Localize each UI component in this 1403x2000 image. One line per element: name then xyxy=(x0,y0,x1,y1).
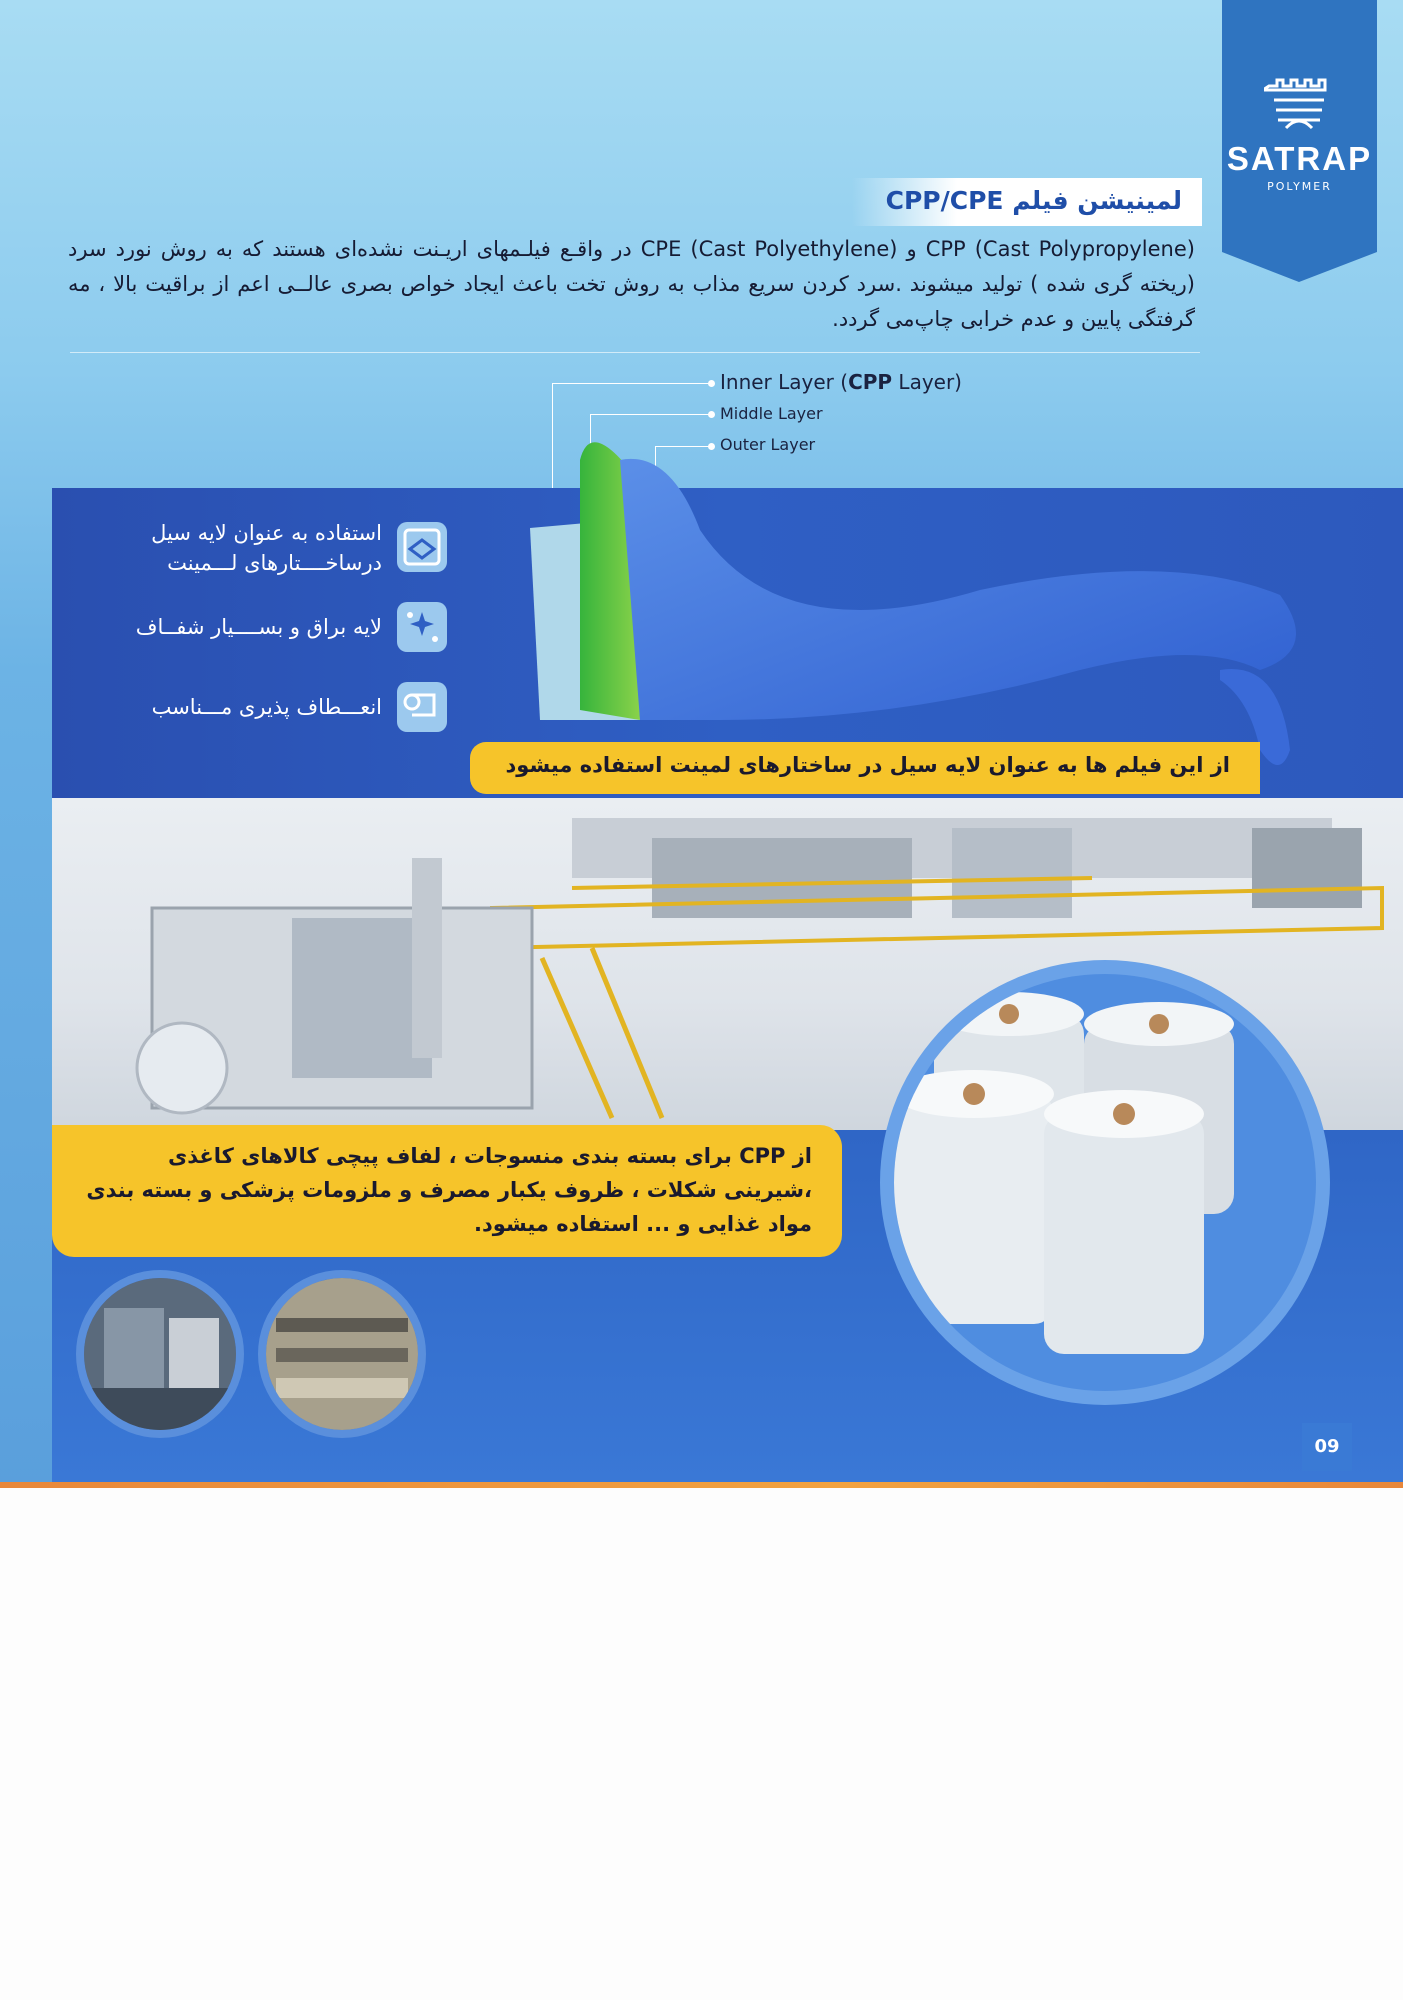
middle-layer-label: Middle Layer xyxy=(720,404,823,423)
feature-item xyxy=(52,598,452,658)
feature-item xyxy=(52,678,452,738)
band-caption-bar xyxy=(470,742,1260,794)
outer-layer-label: Outer Layer xyxy=(720,435,816,454)
logo-subtitle: POLYMER xyxy=(1267,180,1332,193)
feature-item xyxy=(52,518,452,578)
usage-text: از CPP برای بسته بندی منسوجات ، لفاف پیچی کالاهای کاغذی ،شیرینی شکلات ، ظروف یکبار مصرف و ملزومات پزشکی و بسته بندی مواد غذایی و ... استفاده میشود. xyxy=(86,1144,812,1236)
inner-layer-bold: CPP xyxy=(848,370,893,394)
page-number: 09 xyxy=(1302,1423,1352,1471)
feature-text: استفاده به عنوان لایه سیل درساخــــتارهای لـــمینت xyxy=(151,521,382,575)
middle-leader-h xyxy=(590,414,712,415)
intro-paragraph: CPP (Cast Polypropylene) و CPE (Cast Polyethylene) در واقـع فیلـمهای اریـنت نشده‌ای هستند که به روش نورد سرد (ریخته گری شده ) تولید میشوند .سرد کردن سریع مذاب به روش تخت باعث ایجاد خواص بصری عالــی اعم از براقیت بالا ، مه گرفتگی پایین و عدم خرابی چاپ‌می گردد. xyxy=(68,237,1195,331)
page-title: لمینیشن فیلم CPP/CPE xyxy=(885,186,1182,215)
castle-icon xyxy=(1264,78,1334,130)
feature-text: انعـــطاف پذیری مـــناسب xyxy=(151,695,382,719)
satrap-logo xyxy=(1222,0,1377,252)
blank-area xyxy=(0,1488,1403,2000)
inner-layer-label xyxy=(720,370,962,394)
logo-name: SATRAP xyxy=(1226,140,1373,177)
layers-icon xyxy=(397,522,447,572)
leader-dot xyxy=(708,380,715,387)
roll-icon xyxy=(397,682,447,732)
factory-photo-2 xyxy=(258,1270,426,1438)
inner-layer-suffix: Layer) xyxy=(892,370,962,394)
film-rolls-photo xyxy=(880,960,1330,1405)
divider xyxy=(70,352,1200,353)
inner-leader-h xyxy=(552,383,712,384)
sparkle-icon xyxy=(397,602,447,652)
inner-layer-prefix: Inner Layer ( xyxy=(720,370,849,394)
title-bar xyxy=(852,178,1202,226)
factory-photo-1 xyxy=(76,1270,244,1438)
band-caption: از این فیلم ها به عنوان لایه سیل در ساختارهای لمینت استفاده میشود xyxy=(505,753,1230,777)
feature-text: لایه براق و بســــیار شفــاف xyxy=(135,615,382,639)
leader-dot xyxy=(708,411,715,418)
usage-box xyxy=(52,1125,842,1257)
